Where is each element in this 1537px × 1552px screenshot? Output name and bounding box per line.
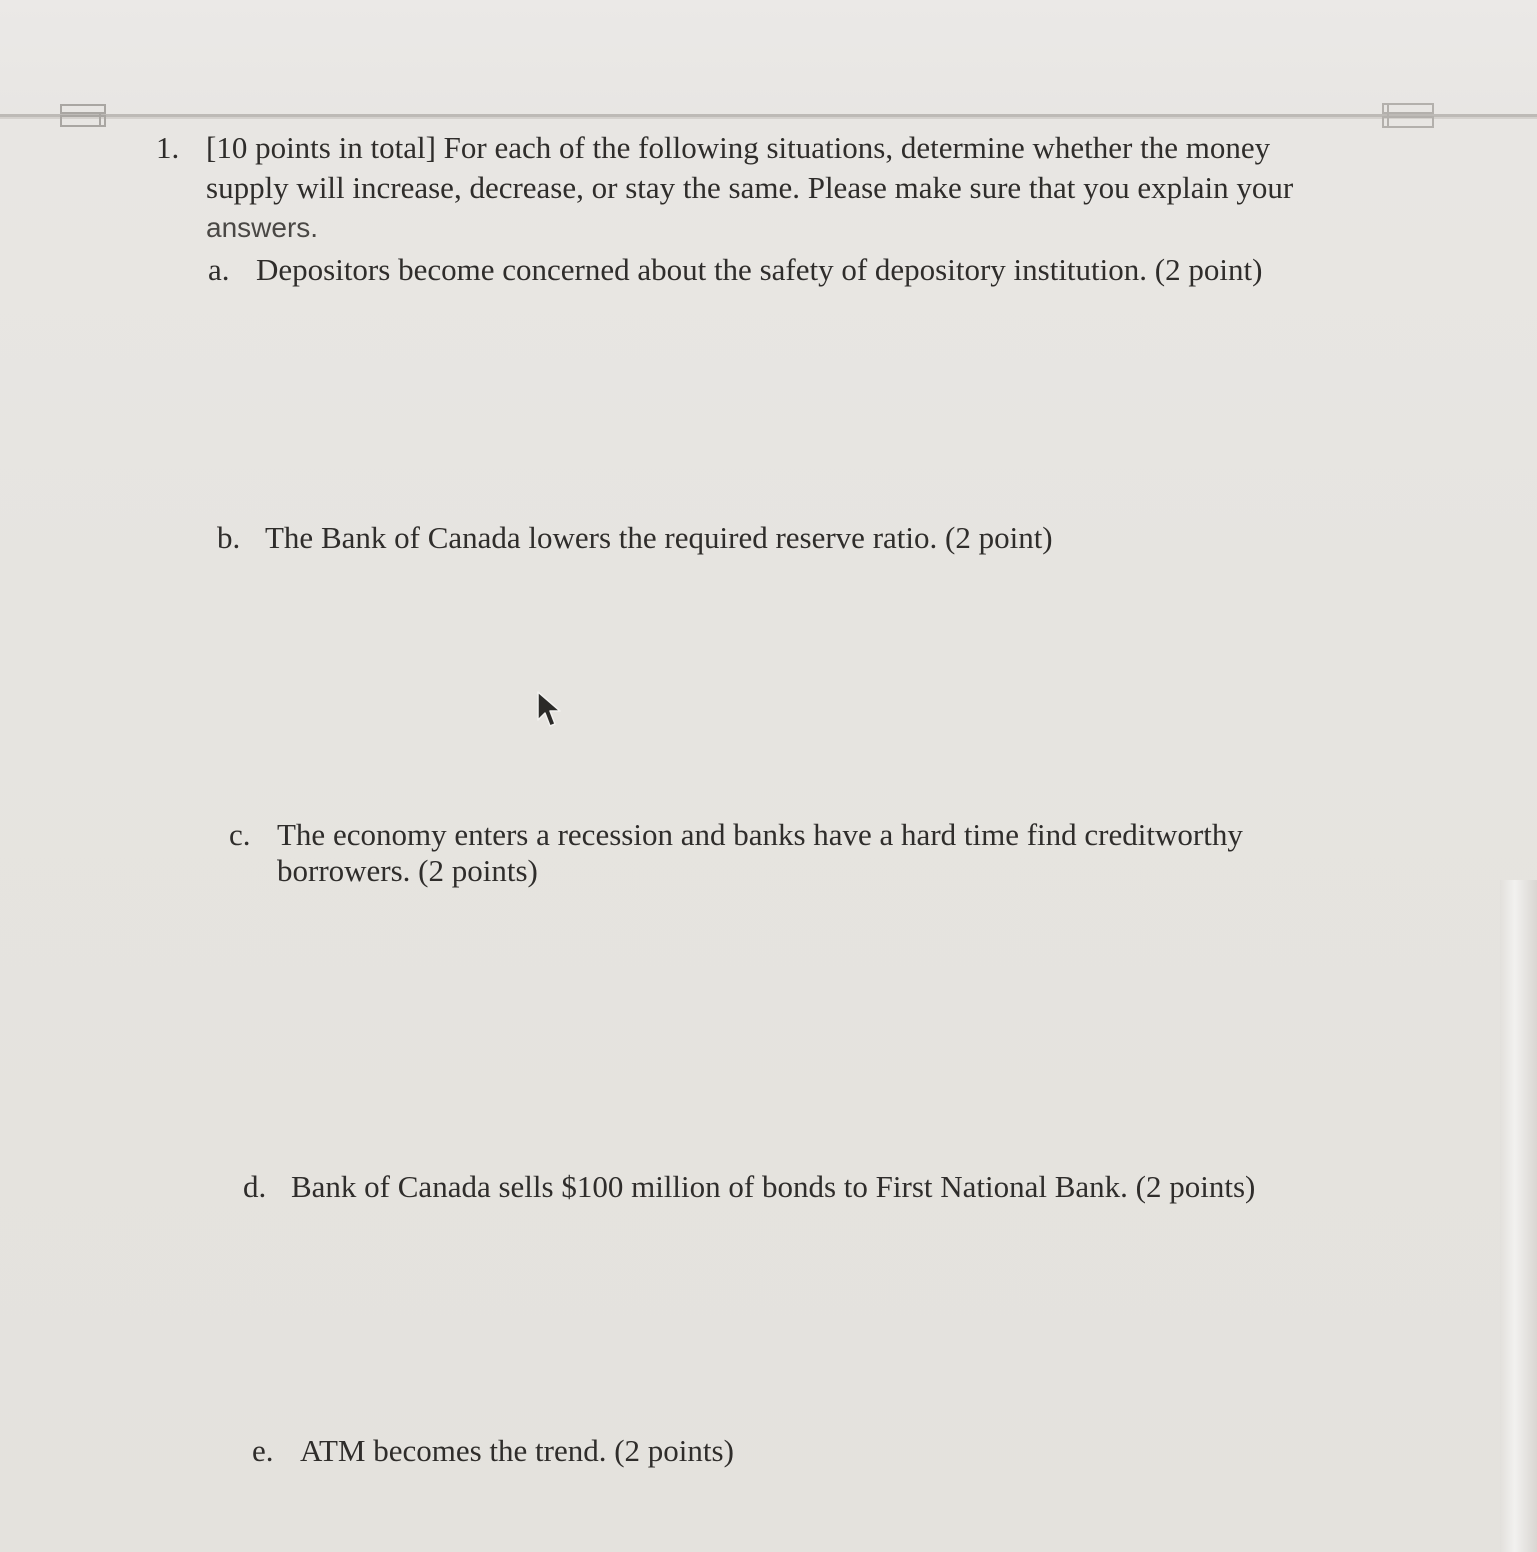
part-d-text: Bank of Canada sells $100 million of bonds to First National Bank. (2 points)	[291, 1169, 1256, 1204]
part-b-letter: b.	[217, 520, 241, 555]
part-e-letter: e.	[252, 1433, 274, 1468]
part-c-text: The economy enters a recession and banks have a hard time find creditworthy	[277, 817, 1243, 852]
question-line-1: [10 points in total] For each of the following situations, determine whether the money	[206, 130, 1271, 165]
part-d-letter: d.	[243, 1169, 267, 1204]
mouse-cursor-icon	[536, 690, 562, 732]
question-number: 1.	[156, 130, 180, 165]
part-d	[243, 1169, 1255, 1205]
part-e-text: ATM becomes the trend. (2 points)	[300, 1433, 734, 1468]
part-e	[252, 1433, 734, 1469]
part-a-text: Depositors become concerned about the safety of depository institution. (2 point)	[256, 252, 1263, 287]
part-a-letter: a.	[208, 252, 230, 287]
part-c-text-continued: borrowers. (2 points)	[277, 853, 538, 888]
part-b	[217, 520, 1053, 556]
part-a	[208, 252, 1262, 288]
question-prompt	[206, 128, 1366, 248]
part-c	[229, 817, 1243, 889]
question-line-2: supply will increase, decrease, or stay the same. Please make sure that you explain your	[206, 170, 1294, 205]
part-b-text: The Bank of Canada lowers the required reserve ratio. (2 point)	[265, 520, 1053, 555]
question-line-3: answers.	[206, 212, 319, 243]
part-c-letter: c.	[229, 817, 251, 852]
